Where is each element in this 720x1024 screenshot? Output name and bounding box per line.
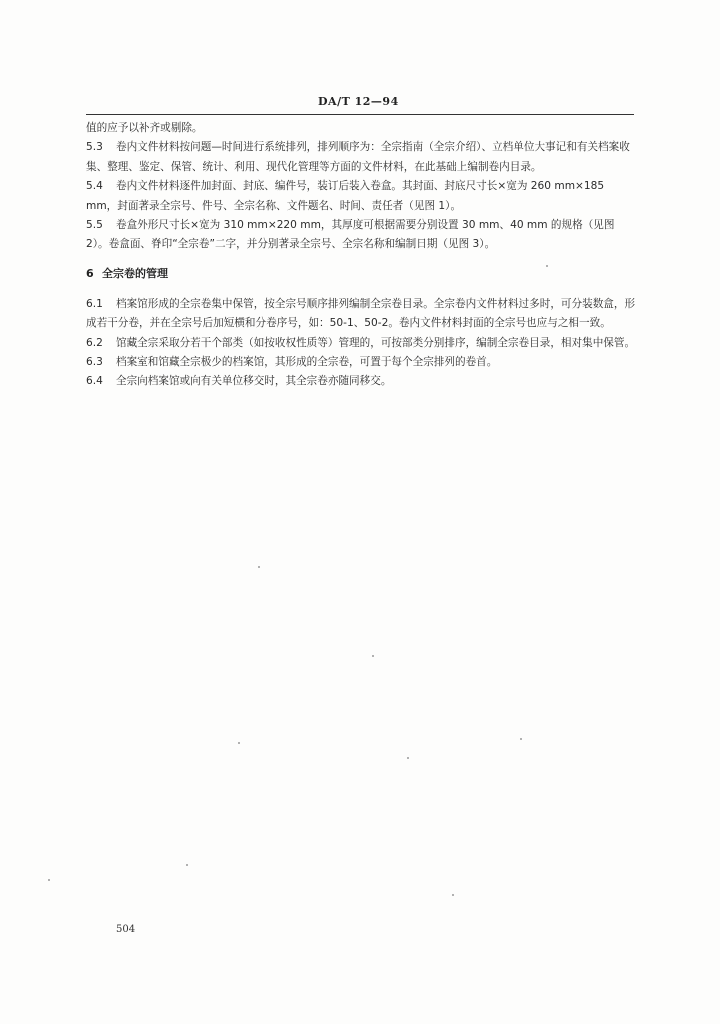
clause-6-1 xyxy=(86,295,636,334)
clause-text: 档案室和馆藏全宗极少的档案馆，其形成的全宗卷，可置于每个全宗排列的卷首。 xyxy=(116,356,498,369)
header-rule xyxy=(86,114,634,115)
section-title-text: 全宗卷的管理 xyxy=(102,266,168,280)
clause-text: 卷内文件材料按问题—时间进行系统排列，排列顺序为：全宗指南（全宗介绍）、立档单位大事记和有关档案收集、整理、鉴定、保管、统计、利用、现代化管理等方面的文件材料，在此基础上编制卷内目录。 xyxy=(86,141,630,173)
clause-text: 值的应予以补齐或剔除。 xyxy=(86,122,203,134)
scan-speck xyxy=(407,757,409,759)
clause-number: 6.3 xyxy=(86,356,103,369)
clause-6-2 xyxy=(86,334,636,353)
clause-number: 5.4 xyxy=(86,180,103,193)
page-number: 504 xyxy=(116,924,136,935)
scan-speck xyxy=(452,894,454,896)
clause-6-3 xyxy=(86,353,636,372)
clause-number: 5.5 xyxy=(86,219,103,232)
section-6-heading xyxy=(86,264,636,284)
scan-speck xyxy=(238,742,240,744)
clause-text: 档案馆形成的全宗卷集中保管，按全宗号顺序排列编制全宗卷目录。全宗卷内文件材料过多时，可分装数盒，形成若干分卷，并在全宗号后加短横和分卷序号，如：50-1、50-2。卷内文件材料封面的全宗号也应与之相一致。 xyxy=(86,297,636,330)
clause-text: 卷内文件材料逐件加封面、封底、编件号，装订后装入卷盒。其封面、封底尺寸长×宽为 260 mm×185 mm，封面著录全宗号、件号、全宗名称、文件题名、时间、责任者（见图 1）。 xyxy=(86,180,605,212)
clause-5-3 xyxy=(86,138,636,177)
clause-number: 6.1 xyxy=(86,297,103,310)
standard-code-header: DA/T 12—94 xyxy=(318,95,399,108)
clause-text: 馆藏全宗采取分若干个部类（如按收权性质等）管理的，可按部类分别排序，编制全宗卷目录，相对集中保管。 xyxy=(116,336,636,349)
clause-number: 6.4 xyxy=(86,375,103,388)
page-body xyxy=(86,119,636,392)
clause-5-4 xyxy=(86,177,636,216)
scan-speck xyxy=(186,864,188,866)
scan-speck xyxy=(258,566,260,568)
clause-6-4 xyxy=(86,372,636,391)
clause-number: 5.3 xyxy=(86,141,103,154)
clause-5-5 xyxy=(86,216,636,255)
clause-continuation xyxy=(86,119,636,138)
scan-speck xyxy=(48,879,50,881)
clause-text: 全宗向档案馆或向有关单位移交时，其全宗卷亦随同移交。 xyxy=(116,375,392,388)
scan-speck xyxy=(372,655,374,657)
clause-number: 6.2 xyxy=(86,336,103,349)
clause-text: 卷盒外形尺寸长×宽为 310 mm×220 mm，其厚度可根据需要分别设置 30 mm、40 mm 的规格（见图 2）。卷盒面、脊印“全宗卷”二字，并分别著录全宗号、全宗名称和编制日期（见图 3）。 xyxy=(86,219,615,251)
scan-speck xyxy=(520,738,522,740)
section-number: 6 xyxy=(86,266,94,280)
scan-speck xyxy=(546,265,548,267)
